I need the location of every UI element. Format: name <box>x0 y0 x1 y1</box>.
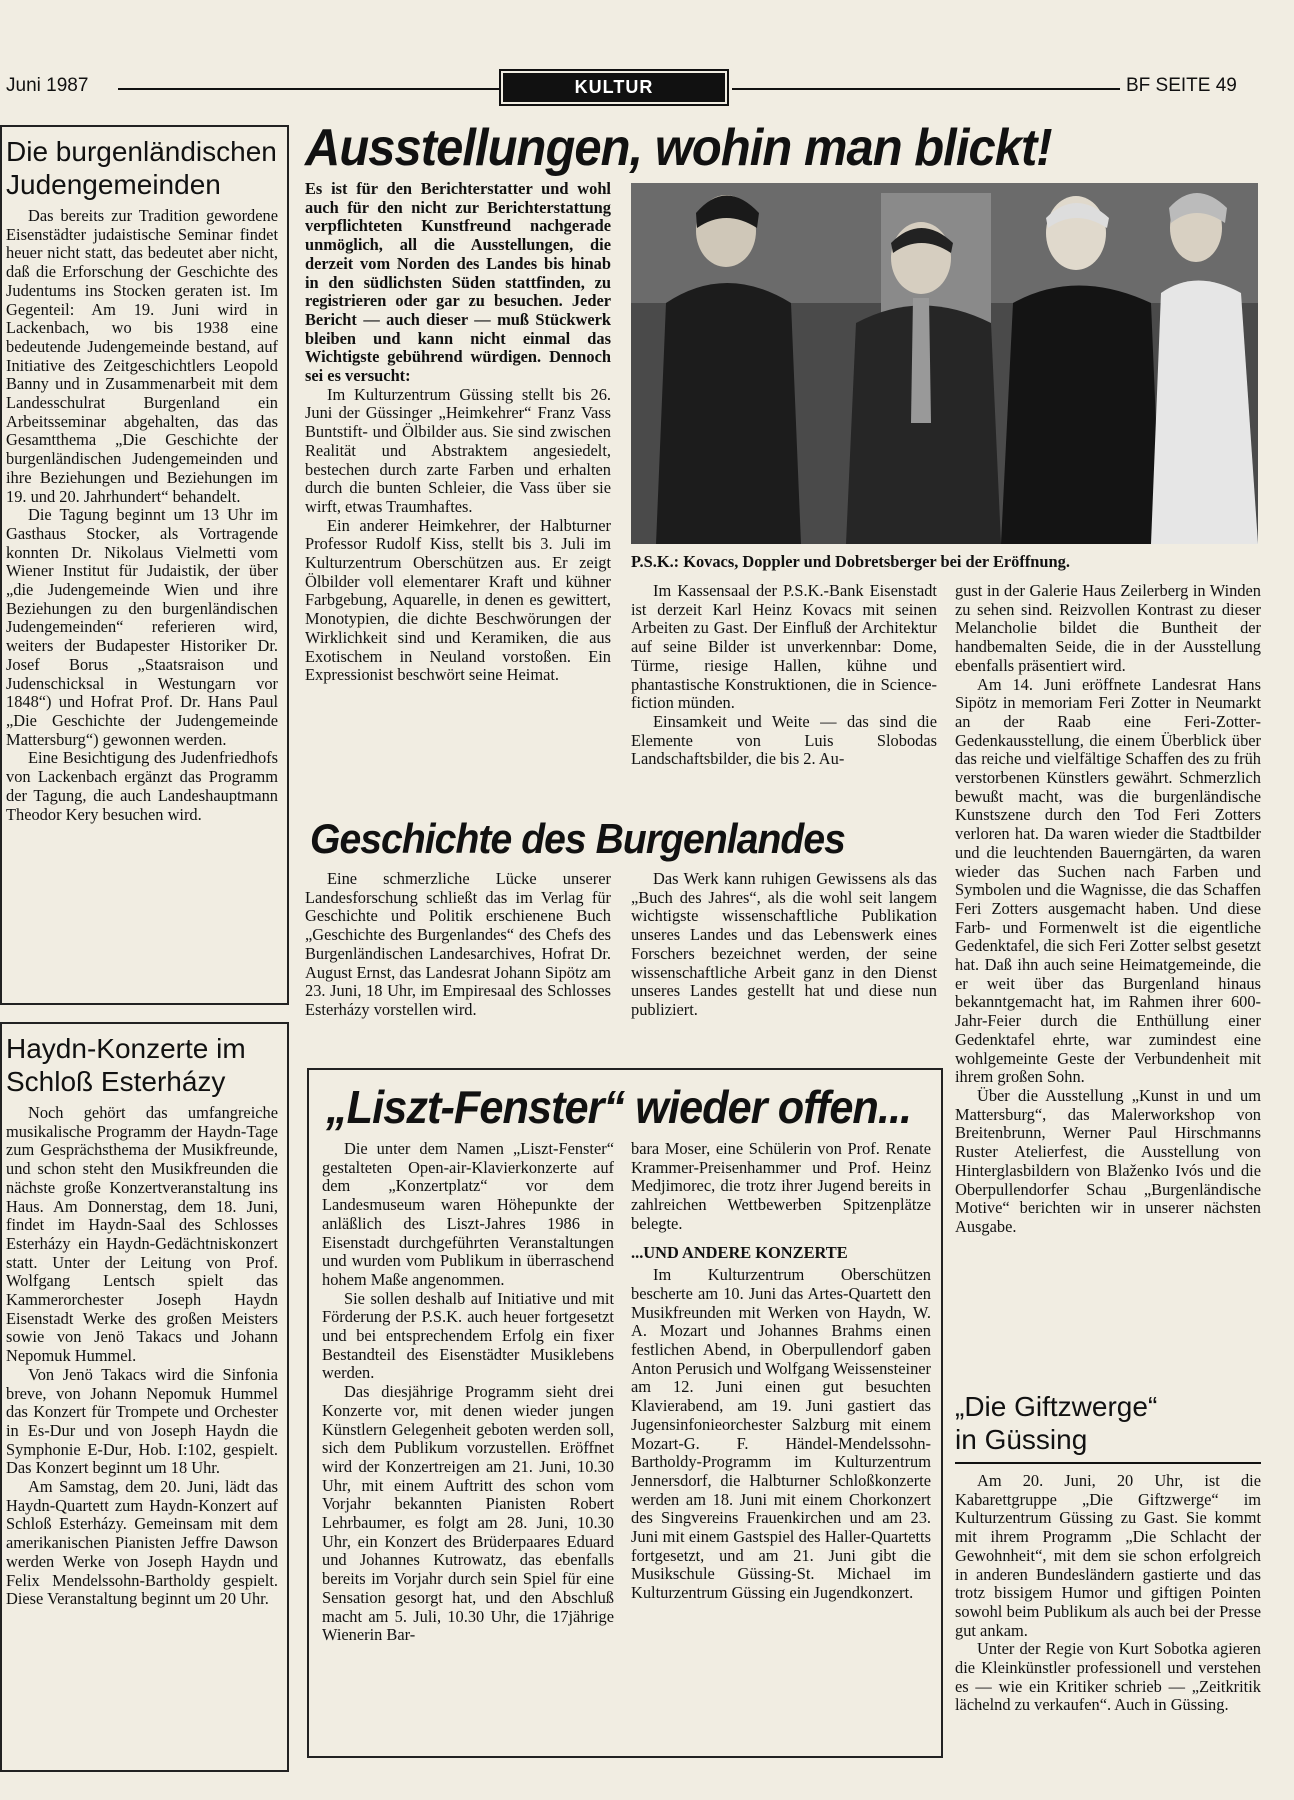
article-judengemeinden <box>6 135 278 1000</box>
header-rule-left <box>118 88 500 90</box>
ausstellungen-para-7: Über die Ausstellung „Kunst in und um Mattersburg“, das Malerworkshop von Breitenbrunn, Werner Paul Hirschmanns Ruster Atelierfest, die Ausstellung von Hinterglasbildern von Blaženko Ivós und die Oberpullendorfer Schau „Burgenländische Motive“ berichten wir in unserer nächsten Ausgabe. <box>955 1085 1261 1236</box>
geschichte-headline: Geschichte des Burgenlandes <box>310 815 845 862</box>
giftzwerge-para-1: Am 20. Juni, 20 Uhr, ist die Kabarettgruppe „Die Giftzwerge“ im Kulturzentrum Güssing zu Gast. Sie kommt mit ihrem Programm „Die Schlacht der Gewohnheit“, mit dem sie schon erfolgreich in anderen Bundesländern gastierte und das trotz bissigem Humor und giftigen Pointen sowohl beim Publikum als auch bei der Presse gut ankam. <box>955 1471 1261 1640</box>
ausstellungen-para-2: Ein anderer Heimkehrer, der Halbturner Professor Rudolf Kiss, stellt bis 3. Juli im Kulturzentrum Oberschützen aus. Er zeigt Ölbilder voll elementarer Kraft und kühner Farbgebung, Aquarelle, in denen es gewittert, Monotypien, die dichte Beschwörungen der Wirklichkeit sind und Keramiken, die aus Exotischem in Neuland vorstoßen. Ein Expressionist beschwört seine Heimat. <box>305 515 611 685</box>
ausstellungen-para-5: gust in der Galerie Haus Zeilerberg in Winden zu sehen sind. Reizvollen Kontrast zu dieser Melancholie bildet die Buntheit der handbemalten Seide, die in der Ausstellung ebenfalls präsentiert wird. <box>955 582 1261 675</box>
liszt-para-2: Sie sollen deshalb auf Initiative und mit Förderung der P.S.K. auch heuer fortgesetzt und bei entsprechendem Erfolg ein fixer Bestandteil des Eisenstädter Musiklebens werden. <box>322 1288 614 1383</box>
geschichte-col-2 <box>631 870 937 1060</box>
geschichte-para-2: Das Werk kann ruhigen Gewissens als das „Buch des Jahres“, als die wohl seit langem wichtigste wissenschaftliche Publikation unseres Landes und das Lebenswerk eines Forschers bezeichnet werden, der seine wissenschaftliche Arbeit ganz in den Dienst unseres Landes gestellt hat und diese nun publiziert. <box>631 870 937 1019</box>
ausstellungen-col-1 <box>305 180 611 820</box>
ausstellungen-col-2 <box>631 582 937 807</box>
ausstellungen-para-1: Im Kulturzentrum Güssing stellt bis 26. Juni der Güssinger „Heimkehrer“ Franz Vass Buntstift- und Ölbilder aus. Sie sind zwischen Realität und Abstraktem angesiedelt, bestechen durch zarte Farben und erhalten durch die bunten Schleier, die Vass über sie wirft, etwas Traumhaftes. <box>305 384 611 516</box>
judengemeinden-para-1: Das bereits zur Tradition gewordene Eisenstädter judaistische Seminar findet heuer nicht statt, das bedeutet aber nicht, daß die Erforschung der Geschichte des Judentums ins Stocken geraten ist. Im Gegenteil: Am 19. Juni wird in Lackenbach, wo bis 1938 eine bedeutende Judengemeinde bestand, auf Initiative des Zeitgeschichtlers Leopold Banny und in Zusammenarbeit mit dem Landesschulrat Burgenland ein Arbeitsseminar abgehalten, das das Gesamtthema „Die Geschichte der burgenländischen Judengemeinden und ihre Beziehungen und Beziehungen im 19. und 20. Jahrhundert“ behandelt. <box>6 206 278 506</box>
ausstellungen-headline: Ausstellungen, wohin man blickt! <box>305 119 1052 177</box>
judengemeinden-para-2: Die Tagung beginnt um 13 Uhr im Gasthaus Stocker, als Vortragende konnten Dr. Nikolaus Vielmetti vom Wiener Institut für Judaistik, der über „die Judengemeinde Wien und ihre Beziehungen zu den burgenländischen Judengemeinden“ referieren wird, weiters der Budapester Historiker Dr. Josef Borus „Staatsraison und Judenschicksal in Westungarn vor 1848“) und Hofrat Prof. Dr. Hans Paul „Die Geschichte der Judengemeinde Mattersburg“) gewonnen werden. <box>6 505 278 749</box>
giftzwerge-rule <box>955 1462 1261 1464</box>
liszt-para-3: Das diesjährige Programm sieht drei Konzerte vor, mit denen wieder jungen Künstlern Gelegenheit geboten werden soll, sich dem Publikum vorzustellen. Eröffnet wird der Konzertreigen am 21. Juni, 10.30 Uhr, mit einem Auftritt des schon vom Vorjahr bekannten Pianisten Robert Lehrbaumer, es folgt am 28. Juni, 10.30 Uhr, ein Konzert des Brüderpaares Eduard und Johannes Kutrowatz, das ebenfalls bereits im Vorjahr durch sein Spiel für eine Sensation gesorgt hat, und den Abschluß macht am 5. Juli, 10.30 Uhr, die 17jährige Wienerin Bar- <box>322 1382 614 1645</box>
giftzwerge-para-2: Unter der Regie von Kurt Sobotka agieren die Kleinkünstler professionell und verstehen es — wie ein Kritiker schrieb — „Zeitkritik lächelnd zu verkaufen“. Auch in Güssing. <box>955 1639 1261 1715</box>
liszt-para-1: Die unter dem Namen „Liszt-Fenster“ gestalteten Open-air-Klavierkonzerte auf dem „Konzertplatz“ vor dem Landesmuseum waren Höhepunkte der anläßlich des Liszt-Jahres 1986 in Eisenstadt durchgeführten Veranstaltungen und wurden vom Publikum in überraschend hohem Maße angenommen. <box>322 1140 614 1289</box>
liszt-col-2 <box>631 1140 931 1750</box>
section-label: KULTUR <box>503 73 725 102</box>
ausstellungen-para-4: Einsamkeit und Weite — das sind die Elemente von Luis Slobodas Landschaftsbilder, die bis 2. Au- <box>631 711 937 769</box>
ausstellungen-para-6: Am 14. Juni eröffnete Landesrat Hans Sipötz in memoriam Feri Zotter in Neumarkt an der Raab eine Feri-Zotter-Gedenkausstellung, die einem Überblick über das reiche und vielfältige Schaffen des zu früh verstorbenen Künstlers gewährt. Schmerzlich bewußt macht, was die burgenländische Kunstszene durch den Tod Feri Zotters verloren hat. Da waren wieder die Stadtbilder und die leuchtenden Bauerngärten, da waren wieder das Suchen nach Farben und Symbolen und die Wagnisse, die das Schaffen Feri Zotters ausgemacht haben. Und diese Farb- und Formenwelt ist die eigentliche Gedenktafel, die sich Feri Zotter selbst gesetzt hat. Daß ihn auch seine Heimatgemeinde, die er weit über das Burgenland hinaus bekanntgemacht hat, im Rahmen ihrer 600-Jahr-Feier durch die Enthüllung einer Gedenktafel ehrte, war zumindest eine wohlgemeinte Geste der Verbundenheit mit ihrem großen Sohn. <box>955 674 1261 1087</box>
liszt-col-1 <box>322 1140 614 1750</box>
haydn-para-3: Am Samstag, dem 20. Juni, lädt das Haydn-Quartett zum Haydn-Konzert auf Schloß Esterházy. Gemeinsam mit dem amerikanischen Pianisten Jeffre Dawson werden Werke von Joseph Haydn und Felix Mendelssohn-Bartholdy gespielt. Diese Veranstaltung beginnt um 20 Uhr. <box>6 1477 278 1609</box>
header-rule-right <box>732 88 1120 90</box>
haydn-title-1: Haydn-Konzerte im <box>6 1033 246 1064</box>
giftzwerge-title-1: „Die Giftzwerge“ <box>955 1391 1158 1422</box>
ausstellungen-para-3: Im Kassensaal der P.S.K.-Bank Eisenstadt ist derzeit Karl Heinz Kovacs mit seinen Arbeiten zu Gast. Der Einfluß der Architektur auf seine Bilder ist unverkennbar: Dome, Türme, riesige Hallen, kühne und phantastische Konstruktionen, die in Science-fiction münden. <box>631 582 937 713</box>
article-giftzwerge <box>955 1390 1261 1770</box>
haydn-para-1: Noch gehört das umfangreiche musikalische Programm der Haydn-Tage zum Gesprächsthema der Musikfreunde, und schon steht den Musikfreunden die nächste große Konzertveranstaltung ins Haus. Am Donnerstag, dem 18. Juni, findet im Haydn-Saal des Schlosses Esterházy ein Haydn-Gedächtniskonzert statt. Unter der Leitung von Prof. Wolfgang Lentsch spielt das Kammerorchester Joseph Haydn Eisenstadt Werke des großen Meisters sowie von Jenö Takacs und Johann Nepomuk Hummel. <box>6 1103 278 1366</box>
article-haydn <box>6 1032 278 1767</box>
giftzwerge-title-2: in Güssing <box>955 1424 1088 1455</box>
issue-date: Juni 1987 <box>6 75 89 96</box>
liszt-para-5: Im Kulturzentrum Oberschützen bescherte am 10. Juni das Artes-Quartett den Musikfreunden mit Werken von Haydn, W. A. Mozart und Johannes Brahms einen festlichen Abend, in Oberpullendorf gaben Anton Perusich und Wolfgang Weissensteiner am 12. Juni einen gut besuchten Klavierabend, am 19. Juni gastiert das Jugensinfonieorchester Salzburg mit einem Mozart-G. F. Händel-Mendelssohn-Bartholdy-Programm im Kulturzentrum Jennersdorf, die Halbturner Schloßkonzerte werden am 18. Juni mit einem Chorkonzert des Singvereins Frauenkirchen und am 23. Juni mit einem Gastspiel des Haller-Quartetts fortgesetzt, und am 21. Juni gibt die Musikschule Güssing-St. Michael im Kulturzentrum Güssing ein Jugendkonzert. <box>631 1265 931 1603</box>
haydn-title-2: Schloß Esterházy <box>6 1066 226 1097</box>
exhibition-photo <box>631 183 1258 544</box>
geschichte-para-1: Eine schmerzliche Lücke unserer Landesforschung schließt das im Verlag für Geschichte und Politik erschienene Buch „Geschichte des Burgenlandes“ des Chefs des Burgenländischen Landesarchives, Hofrat Dr. August Ernst, das Landesrat Johann Sipötz am 23. Juni, 18 Uhr, im Empiresaal des Schlosses Esterházy vorstellen wird. <box>305 870 611 1019</box>
ausstellungen-lead: Es ist für den Berichterstatter und wohl auch für den nicht zur Berichterstattung verpflichteten Kunstfreund nachgerade unmöglich, all die Ausstellungen, die derzeit vom Norden des Landes bis hinab in den südlichsten Süden stattfinden, zu registrieren oder gar zu besuchen. Jeder Bericht — auch dieser — muß Stückwerk bleiben und kann nicht einmal das Wichtigste gebührend würdigen. Dennoch sei es versucht: <box>305 180 611 386</box>
judengemeinden-title-2: Judengemeinden <box>6 169 221 200</box>
liszt-para-4: bara Moser, eine Schülerin von Prof. Renate Krammer-Preisenhammer und Prof. Heinz Medjimorec, die trotz ihrer Jugend bereits in zahlreichen Wettbewerben Spitzenplätze belegte. <box>631 1140 931 1233</box>
liszt-headline: „Liszt-Fenster“ wieder offen... <box>326 1081 912 1133</box>
photo-caption: P.S.K.: Kovacs, Doppler und Dobretsberger bei der Eröffnung. <box>631 552 1070 571</box>
ausstellungen-col-3 <box>955 582 1261 1382</box>
geschichte-col-1 <box>305 870 611 1060</box>
photo-people-illustration <box>631 183 1258 544</box>
haydn-para-2: Von Jenö Takacs wird die Sinfonia breve, von Johann Nepomuk Hummel das Konzert für Trompete und Orchester in Es-Dur und von Joseph Haydn die Symphonie E-Dur, Hob. I:102, gespielt. Das Konzert beginnt um 18 Uhr. <box>6 1364 278 1478</box>
judengemeinden-para-3: Eine Besichtigung des Judenfriedhofs von Lackenbach ergänzt das Programm der Tagung, die auch Landeshauptmann Theodor Kery besuchen wird. <box>6 748 278 824</box>
page-number: BF SEITE 49 <box>1126 75 1237 96</box>
liszt-subhead: ...UND ANDERE KONZERTE <box>631 1242 848 1262</box>
judengemeinden-title-1: Die burgenländischen <box>6 136 277 167</box>
